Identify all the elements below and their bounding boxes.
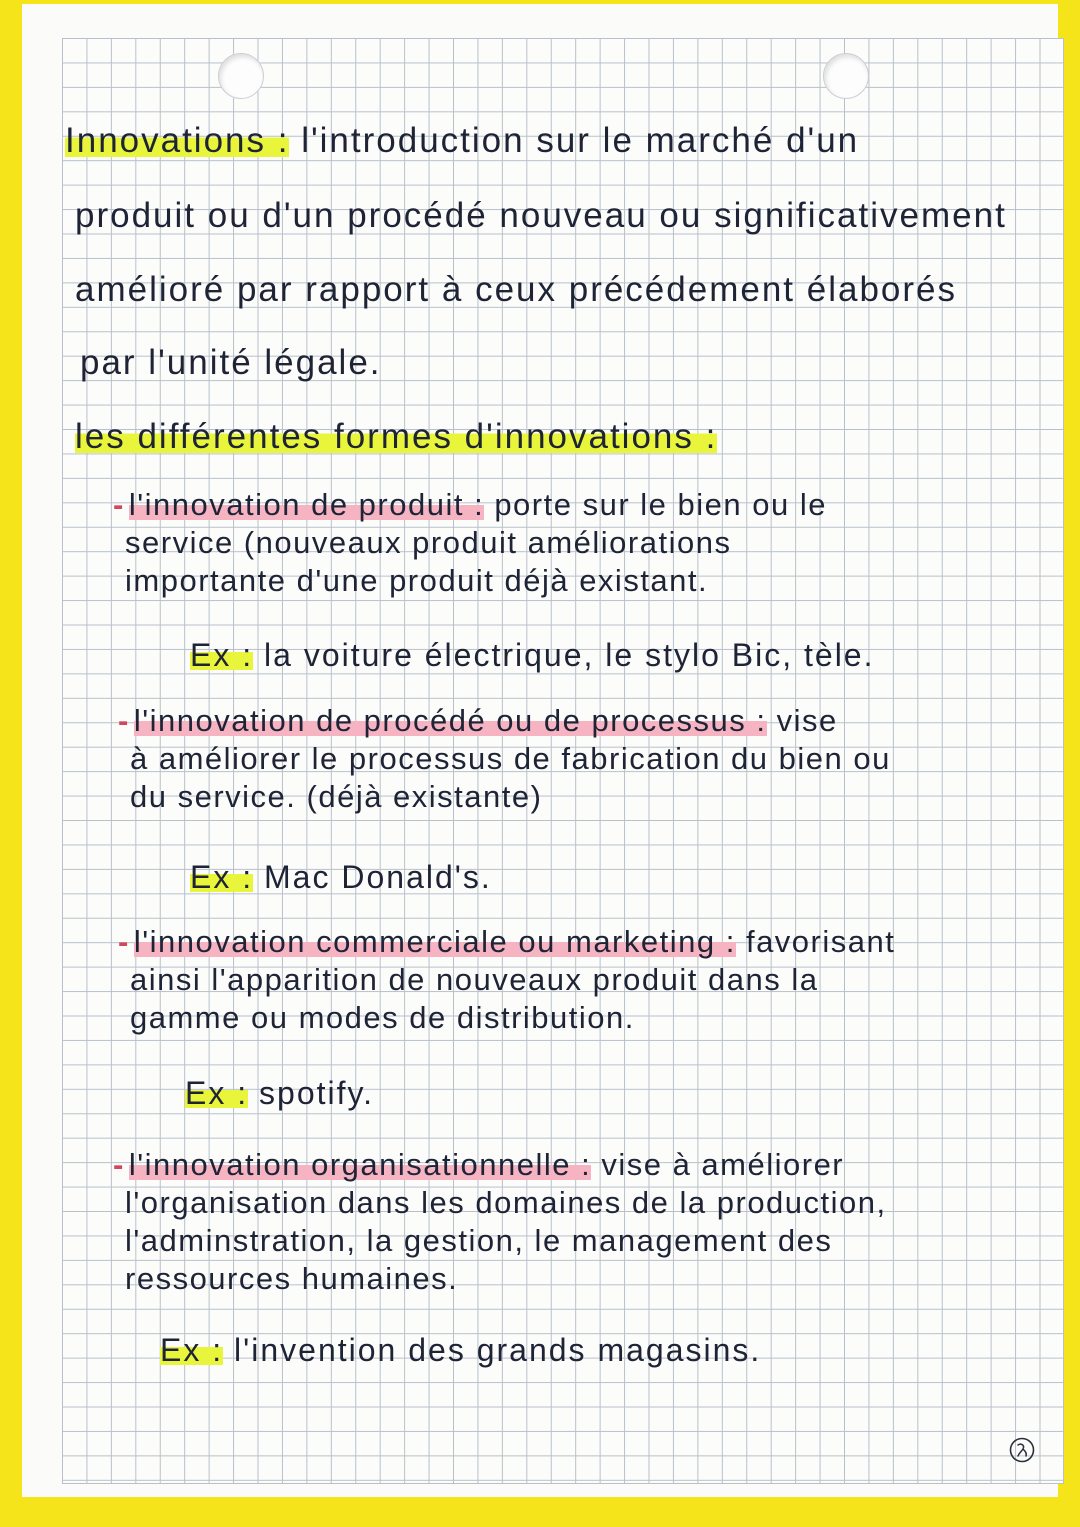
- form-item-first-line: [118, 923, 895, 961]
- example-label: Ex :: [160, 1332, 224, 1368]
- example-text: l'invention des grands magasins.: [234, 1332, 762, 1368]
- form-item-line: l'organisation dans les domaines de la production,: [125, 1185, 887, 1220]
- forms-heading-text: les différentes formes d'innovations :: [75, 417, 718, 456]
- form-item-title: l'innovation de procédé ou de processus :: [133, 703, 767, 738]
- bullet-dash: -: [113, 1147, 125, 1182]
- form-item-marketing: [118, 923, 895, 1037]
- example-marketing: [185, 1071, 374, 1115]
- definition-term: Innovations :: [65, 121, 290, 160]
- form-item-text: favorisant: [745, 924, 896, 959]
- example-organisational: [160, 1328, 761, 1372]
- form-item-process: [118, 702, 891, 816]
- form-item-text: porte sur le bien ou le: [494, 487, 827, 522]
- form-item-text: vise à améliorer: [601, 1147, 845, 1182]
- form-item-line: à améliorer le processus de fabrication du bien ou: [130, 741, 891, 776]
- example-product: [190, 633, 874, 677]
- form-item-line: ainsi l'apparition de nouveaux produit dans la: [130, 962, 819, 997]
- form-item-line: importante d'une produit déjà existant.: [125, 563, 709, 598]
- definition-text: l'introduction sur le marché d'un: [301, 121, 860, 160]
- punch-hole-left: [218, 53, 264, 99]
- form-item-title: l'innovation de produit :: [128, 487, 485, 522]
- forms-heading: [75, 414, 717, 460]
- definition-line-1: [65, 118, 859, 164]
- punch-hole-right: [823, 53, 869, 99]
- example-text: la voiture électrique, le stylo Bic, tèle.: [264, 637, 875, 673]
- definition-line-4: par l'unité légale.: [80, 343, 382, 382]
- form-item-product: [113, 486, 827, 600]
- form-item-line: gamme ou modes de distribution.: [130, 1000, 635, 1035]
- form-item-line: service (nouveaux produit améliorations: [125, 525, 732, 560]
- bullet-dash: -: [118, 703, 130, 738]
- definition-line-2: produit ou d'un procédé nouveau ou significativement: [75, 196, 1007, 235]
- form-item-organisational: [113, 1146, 887, 1298]
- form-item-text: vise: [776, 703, 838, 738]
- form-item-first-line: [113, 1146, 887, 1184]
- form-item-first-line: [113, 486, 827, 524]
- bullet-dash: -: [113, 487, 125, 522]
- example-label: Ex :: [190, 859, 254, 895]
- form-item-title: l'innovation commerciale ou marketing :: [133, 924, 736, 959]
- form-item-first-line: [118, 702, 891, 740]
- circled-mark-icon: [1008, 1436, 1036, 1464]
- example-label: Ex :: [185, 1075, 249, 1111]
- bullet-dash: -: [118, 924, 130, 959]
- form-item-line: ressources humaines.: [125, 1261, 459, 1296]
- example-label: Ex :: [190, 637, 254, 673]
- form-item-line: du service. (déjà existante): [130, 779, 543, 814]
- example-text: Mac Donald's.: [264, 859, 492, 895]
- definition-line-3: amélioré par rapport à ceux précédement élaborés: [75, 270, 957, 309]
- form-item-line: l'adminstration, la gestion, le management des: [125, 1223, 833, 1258]
- form-item-title: l'innovation organisationnelle :: [128, 1147, 592, 1182]
- example-text: spotify.: [259, 1075, 375, 1111]
- example-process: [190, 855, 492, 899]
